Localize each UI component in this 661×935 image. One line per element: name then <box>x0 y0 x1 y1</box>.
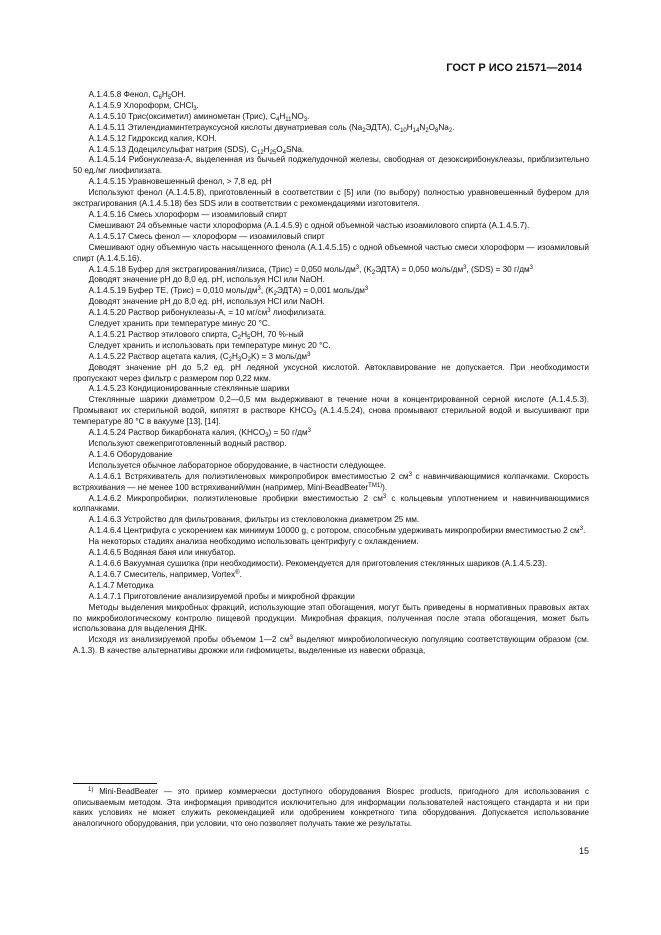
paragraph: А.1.4.6.7 Смеситель, например, Vortex®. <box>88 569 242 579</box>
footnote <box>73 787 589 829</box>
paragraph: А.1.4.6.4 Центрифуга с ускорением как минимум 10000 g, с ротором, способным удерживать микропробирки вместимостью 2 $см^3$. <box>88 526 586 536</box>
paragraph: Доводят значение рН до 8,0 ед. рН, используя HCl или NaOH. <box>88 275 325 285</box>
paragraph: А.1.4.5.21 Раствор этилового спирта, $C_2H_5OH$, 70 %-ный <box>88 329 304 341</box>
paragraph: А.1.4.5.19 Буфер ТЕ, (Трис) = 0,010 моль/$дм^3$, $(K_2ЭДТА) = 0,001$ моль/$дм^3$ <box>88 286 369 298</box>
paragraph: А.1.4.6.5 Водяная баня или инкубатор. <box>88 548 236 558</box>
paragraph: А.1.4.5.13 Додецилсульфат натрия (SDS), $C_{12}H_{25}O_4SNa$. <box>88 144 305 156</box>
footnote-mark: 1) <box>88 787 94 793</box>
paragraph: А.1.4.6.3 Устройство для фильтрования, фильтры из стекловолокна диаметром 25 мм. <box>88 515 420 525</box>
paragraph: Используется обычное лабораторное оборудование, в частности следующее. <box>88 460 387 470</box>
paragraph: Методы выделения микробных фракций, использующие этап обогащения, могут быть приведены в нормативных правовых актах по микробиологическому контролю пищевой продукции. Микробная фракция, полученная после этапа обогащения, может быть использована для выделения ДНК. <box>73 602 589 634</box>
paragraph: А.1.4.5.23 Кондиционированные стеклянные шарики <box>88 384 290 394</box>
footnote-divider <box>73 783 157 784</box>
paragraph: А.1.4.6.6 Вакуумная сушилка (при необходимости). Рекомендуется для приготовления стеклянных шариков (А.1.4.5.23). <box>88 558 547 568</box>
paragraph: Доводят значение рН до 5,2 ед. рН ледяной уксусной кислотой. Автоклавирование не допускается. При необходимости пропускают через фильтр с размером пор 0,22 мкм. <box>73 362 589 383</box>
page-number: 15 <box>578 846 589 856</box>
paragraph: А.1.4.5.20 Раствор рибонуклеазы-А, = 10 $мг/см^3$ лиофилизата. <box>88 308 327 318</box>
paragraph: Используют свежеприготовленный водный раствор. <box>88 439 287 448</box>
paragraph: А.1.4.5.12 Гидроксид калия, KOH. <box>88 133 217 143</box>
paragraph: А.1.4.6 Оборудование <box>88 449 173 459</box>
paragraph: А.1.4.5.10 Трис(оксиметил) аминометан (Трис), $C_4H_{11}NO_3$. <box>88 111 310 123</box>
paragraph: Смешивают одну объемную часть насыщенного фенола (А.1.4.5.15) с одной объемной частью смеси хлороформ — изоамиловый спирт (А.1.4.5.16). <box>73 242 589 263</box>
paragraph: А.1.4.7.1 Приготовление анализируемой пробы и микробной фракции <box>88 591 355 601</box>
paragraph: А.1.4.5.9 Хлороформ, CHCl$_3$. <box>88 100 199 112</box>
document-body <box>73 90 589 657</box>
paragraph: Смешивают 24 объемные части хлороформа (А.1.4.5.9) с одной объемной частью изоамилового спирта (А.1.4.5.7). <box>88 220 530 230</box>
paragraph: А.1.4.7 Методика <box>88 580 154 590</box>
paragraph: А.1.4.5.15 Уравновешенный фенол, > 7,8 ед. рН <box>88 177 272 187</box>
paragraph: А.1.4.5.8 Фенол, $C_6H_5OH$. <box>88 90 186 101</box>
standard-header: ГОСТ Р ИСО 21571—2014 <box>446 62 582 74</box>
paragraph: На некоторых стадиях анализа необходимо использовать центрифугу с охлаждением. <box>88 537 419 547</box>
paragraph: Используют фенол (А.1.4.5.8), приготовленный в соответствии с [5] или (по выбору) полностью уравновешенный буфером для экстрагирования (А.1.4.5.18) без SDS или в соответствии с рекомендациями изготовителя. <box>73 188 589 209</box>
paragraph: А.1.4.5.22 Раствор ацетата калия, $(C_2H_3O_2K) = 3$ моль/$дм^3$ <box>88 351 311 363</box>
paragraph: А.1.4.5.16 Смесь хлороформ — изоамиловый спирт <box>88 209 288 219</box>
paragraph: Исходя из анализируемой пробы объемом 1—2 $см^3$ выделяют микробиологическую популяцию соответствующим образом (см. А.1.3). В качестве альтернативы дрожжи или гифомицеты, выделенные из навески образца, <box>73 635 589 656</box>
paragraph: Стеклянные шарики диаметром 0,2—0,5 мм выдерживают в течение ночи в концентрированной серной кислоте (А.1.4.5.3). Промывают их стерильной водой, кипятят в растворе $KHCO_3$ (А.1.4.5.24), снова промывают стерильной водой и высушивают при температуре 80 °С в вакууме [13], [14]. <box>73 395 589 427</box>
paragraph: Доводят значение рН до 8,0 ед. рН, используя HCl или NaOH. <box>88 297 325 307</box>
paragraph: Следует хранить и использовать при температуре минус 20 °С. <box>88 340 331 350</box>
paragraph: А.1.4.5.11 Этилендиаминтетрауксусной кислоты двунатриевая соль $(Na_2ЭДТА)$, $C_{10}H_{14}N_2O_8Na_2$. <box>88 122 455 134</box>
paragraph: А.1.4.5.14 Рибонуклеаза-А, выделенная из бычьей поджелудочной железы, свободная от дезоксирибонуклеазы, приблизительно 50 ед./мг лиофилизата. <box>73 155 589 176</box>
paragraph: А.1.4.6.1 Встряхиватель для полиэтиленовых микропробирок вместимостью 2 $см^3$ с навинчивающимися колпачками. Скорость встряхивания — не менее 100 встряхиваний/мин (например, Mini-BeadBeater$^{TM1)}$). <box>73 471 590 492</box>
paragraph: А.1.4.5.18 Буфер для экстрагирования/лизиса, (Трис) = 0,050 моль/$дм^3$, $(K_2ЭДТА) = 0,050$ моль/$дм^3$, (SDS) = 30 $г/дм^3$ <box>88 264 533 276</box>
paragraph: А.1.4.5.17 Смесь фенол — хлороформ — изоамиловый спирт <box>88 231 325 241</box>
paragraph: А.1.4.5.24 Раствор бикарбоната калия, $(KHCO_3) = 50$ $г/дм^3$ <box>88 428 311 440</box>
paragraph: А.1.4.6.2 Микропробирки, полиэтиленовые пробирки вместимостью 2 $см^3$ с кольцевым уплотнением и навинчивающимися колпачками. <box>73 493 589 514</box>
paragraph: Следует хранить при температуре минус 20 °С. <box>88 319 271 329</box>
footnote-text: $^{1)}$ Mini-BeadBeater — это пример коммерчески доступного оборудования Biospec products, пригодного для использования с описываемым методом. Эта информация приводится исключительно для информации пользователей настоящего стандарта и ни при каких условиях не может служить рекомендацией или одобрением конкретного типа оборудования. Допускается использование аналогичного оборудования, при условии, что оно позволяет получать такие же результаты. <box>73 787 589 828</box>
